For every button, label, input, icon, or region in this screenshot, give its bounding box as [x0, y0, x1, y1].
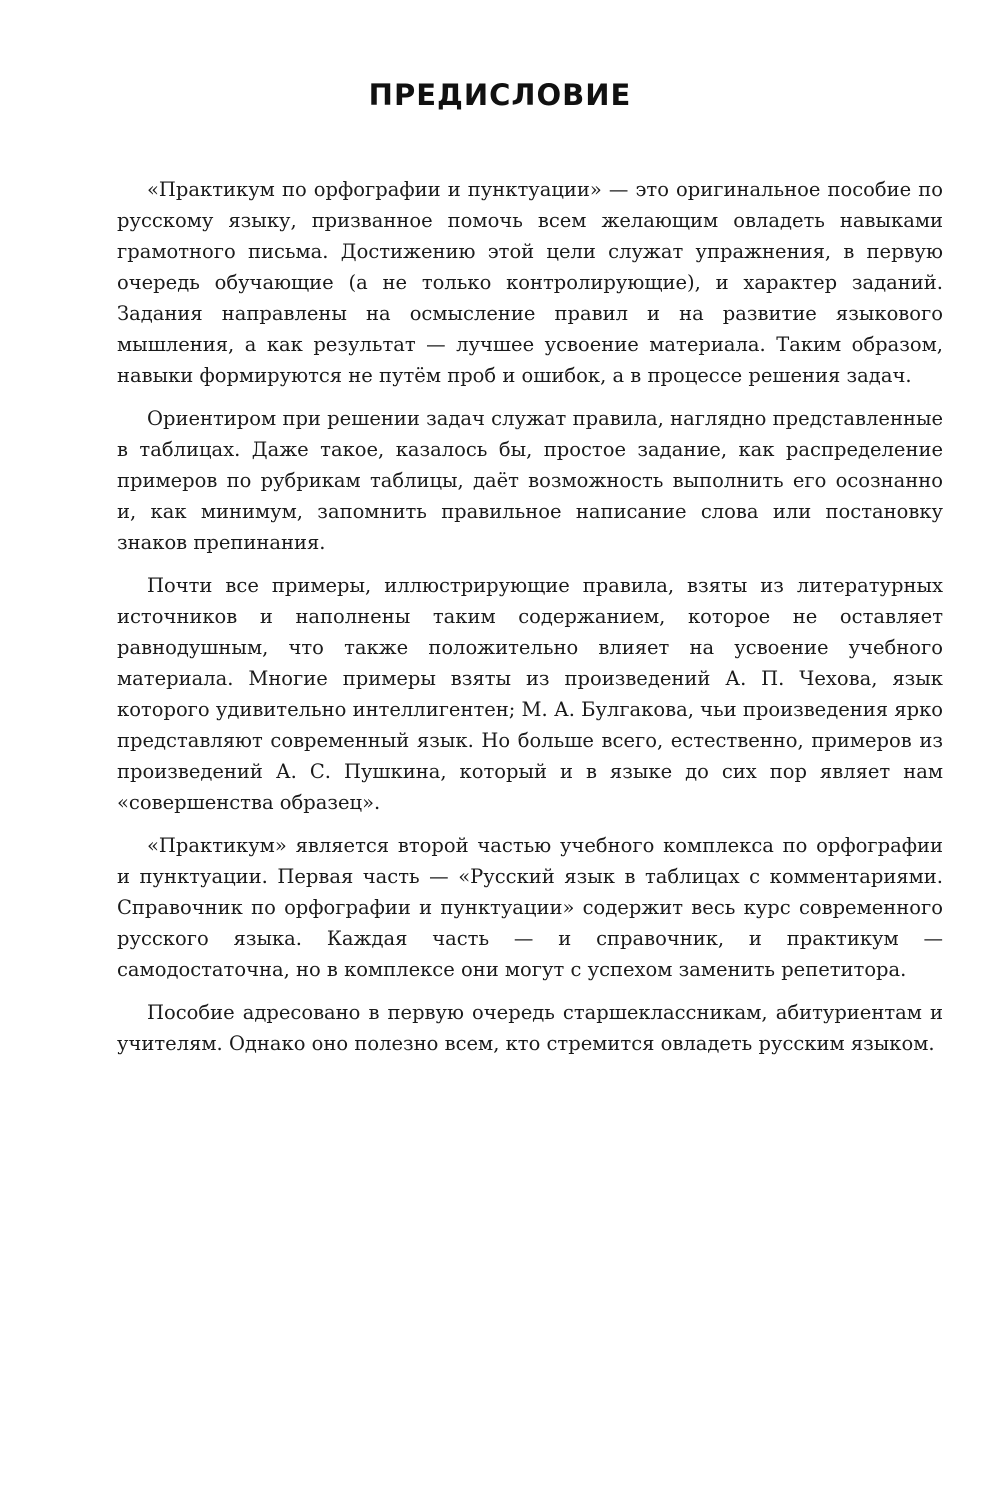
paragraph-3: Почти все примеры, иллюстрирующие правила, взяты из литературных источников и наполнены таким содержанием, которое не оставляет равнодушным, что также положительно влияет на усвоение учебного материала. Многие примеры взяты из произведений А. П. Чехова, язык которого удивительно интеллигентен; М. А. Булгакова, чьи произведения ярко представляют современный язык. Но больше всего, естественно, примеров из произведений А. С. Пушкина, который и в языке до сих пор являет нам «совершенства образец». — [117, 574, 943, 814]
paragraph-1: «Практикум по орфографии и пунктуации» — это оригинальное пособие по русскому языку, призванное помочь всем желающим овладеть навыками грамотного письма. Достижению этой цели служат упражнения, в первую очередь обучающие (а не только контролирующие), и характер заданий. Задания направлены на осмысление правил и на развитие языкового мышления, а как результат — лучшее усвоение материала. Таким образом, навыки формируются не путём проб и ошибок, а в процессе решения задач. — [117, 178, 943, 387]
paragraph-2: Ориентиром при решении задач служат правила, наглядно представленные в таблицах. Даже такое, казалось бы, простое задание, как распределение примеров по рубрикам таблицы, даёт возможность выполнить его осознанно и, как минимум, запомнить правильное написание слова или постановку знаков препинания. — [117, 407, 943, 554]
page-title: ПРЕДИСЛОВИЕ — [368, 78, 632, 112]
paragraph-5: Пособие адресовано в первую очередь старшеклассникам, абитуриентам и учителям. Однако оно полезно всем, кто стремится овладеть русским языком. — [117, 1001, 943, 1055]
preface-body — [117, 174, 943, 1059]
paragraph-4: «Практикум» является второй частью учебного комплекса по орфографии и пунктуации. Первая часть — «Русский язык в таблицах с комментариями. Справочник по орфографии и пунктуации» содержит весь курс современного русского языка. Каждая часть — и справочник, и практикум — самодостаточна, но в комплексе они могут с успехом заменить репетитора. — [117, 834, 943, 981]
